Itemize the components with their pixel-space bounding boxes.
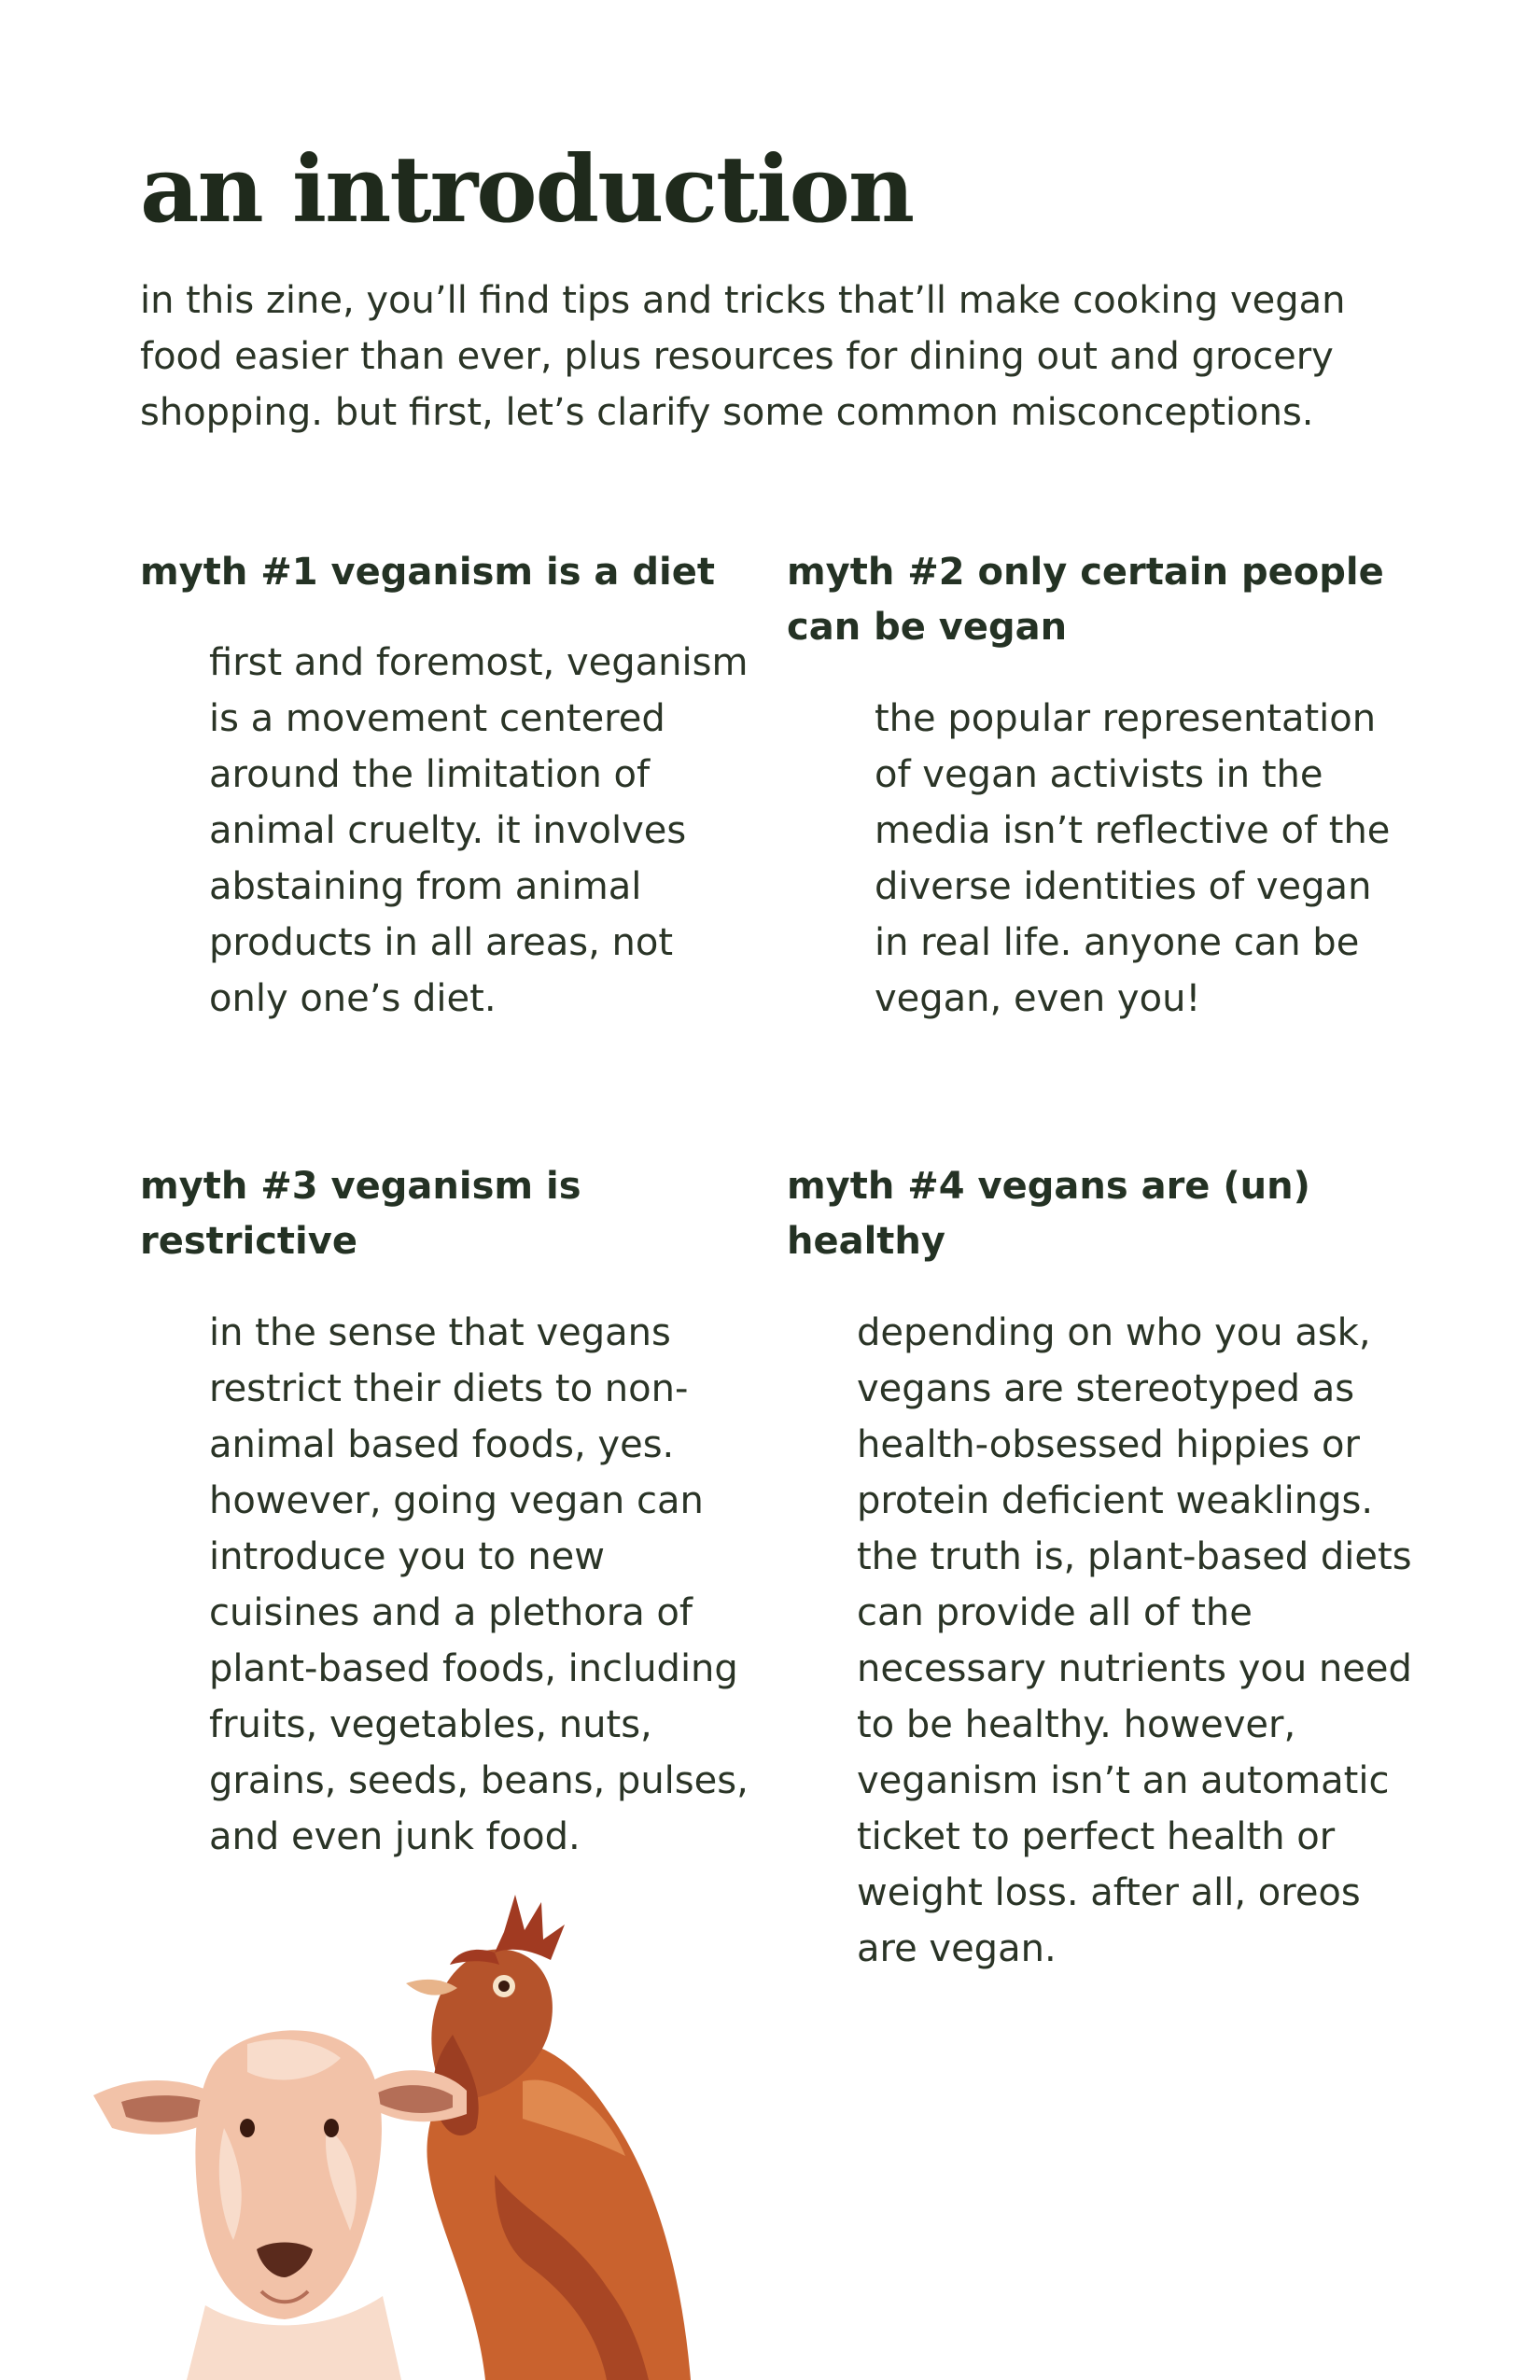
rooster-icon [406,1895,691,2380]
page-title: an introduction [140,136,914,244]
intro-paragraph: in this zine, you’ll find tips and tricks that’ll make cooking vegan food easier than ever, plus resources for dining out and grocery shopping. but first, let’s clarify some common misconceptions. [140,279,1346,434]
myth-3-body: in the sense that vegans restrict their diets to non-animal based foods, yes. however, going vegan can introduce you to new cuisines and a plethora of plant-based foods, including fruits, vegetables, nuts, grains, seeds, beans, pulses, and even junk food. [209,1311,749,1858]
myth-4-body: depending on who you ask, vegans are stereotyped as health-obsessed hippies or protein deficient weaklings. the truth is, plant-based diets can provide all of the necessary nutrients you need to be healthy. however, veganism isn’t an automatic ticket to perfect health or weight loss. after all, oreos are vegan. [857,1311,1412,1970]
myth-1-body: first and foremost, veganism is a movement centered around the limitation of animal cruelty. it involves abstaining from animal products in all areas, not only one’s diet. [209,641,749,1020]
lamb-icon [93,2030,467,2380]
animal-illustration [84,1895,877,2380]
myth-2-body: the popular representation of vegan activists in the media isn’t reflective of the diverse identities of vegan in real life. anyone can be vegan, even you! [875,697,1391,1020]
myth-3-heading: myth #3 veganism is restrictive [140,1165,581,1263]
myth-1-heading: myth #1 veganism is a diet [140,551,715,594]
myth-2-heading: myth #2 only certain people can be vegan [787,551,1384,649]
myth-4-heading: myth #4 vegans are (un) healthy [787,1165,1310,1263]
